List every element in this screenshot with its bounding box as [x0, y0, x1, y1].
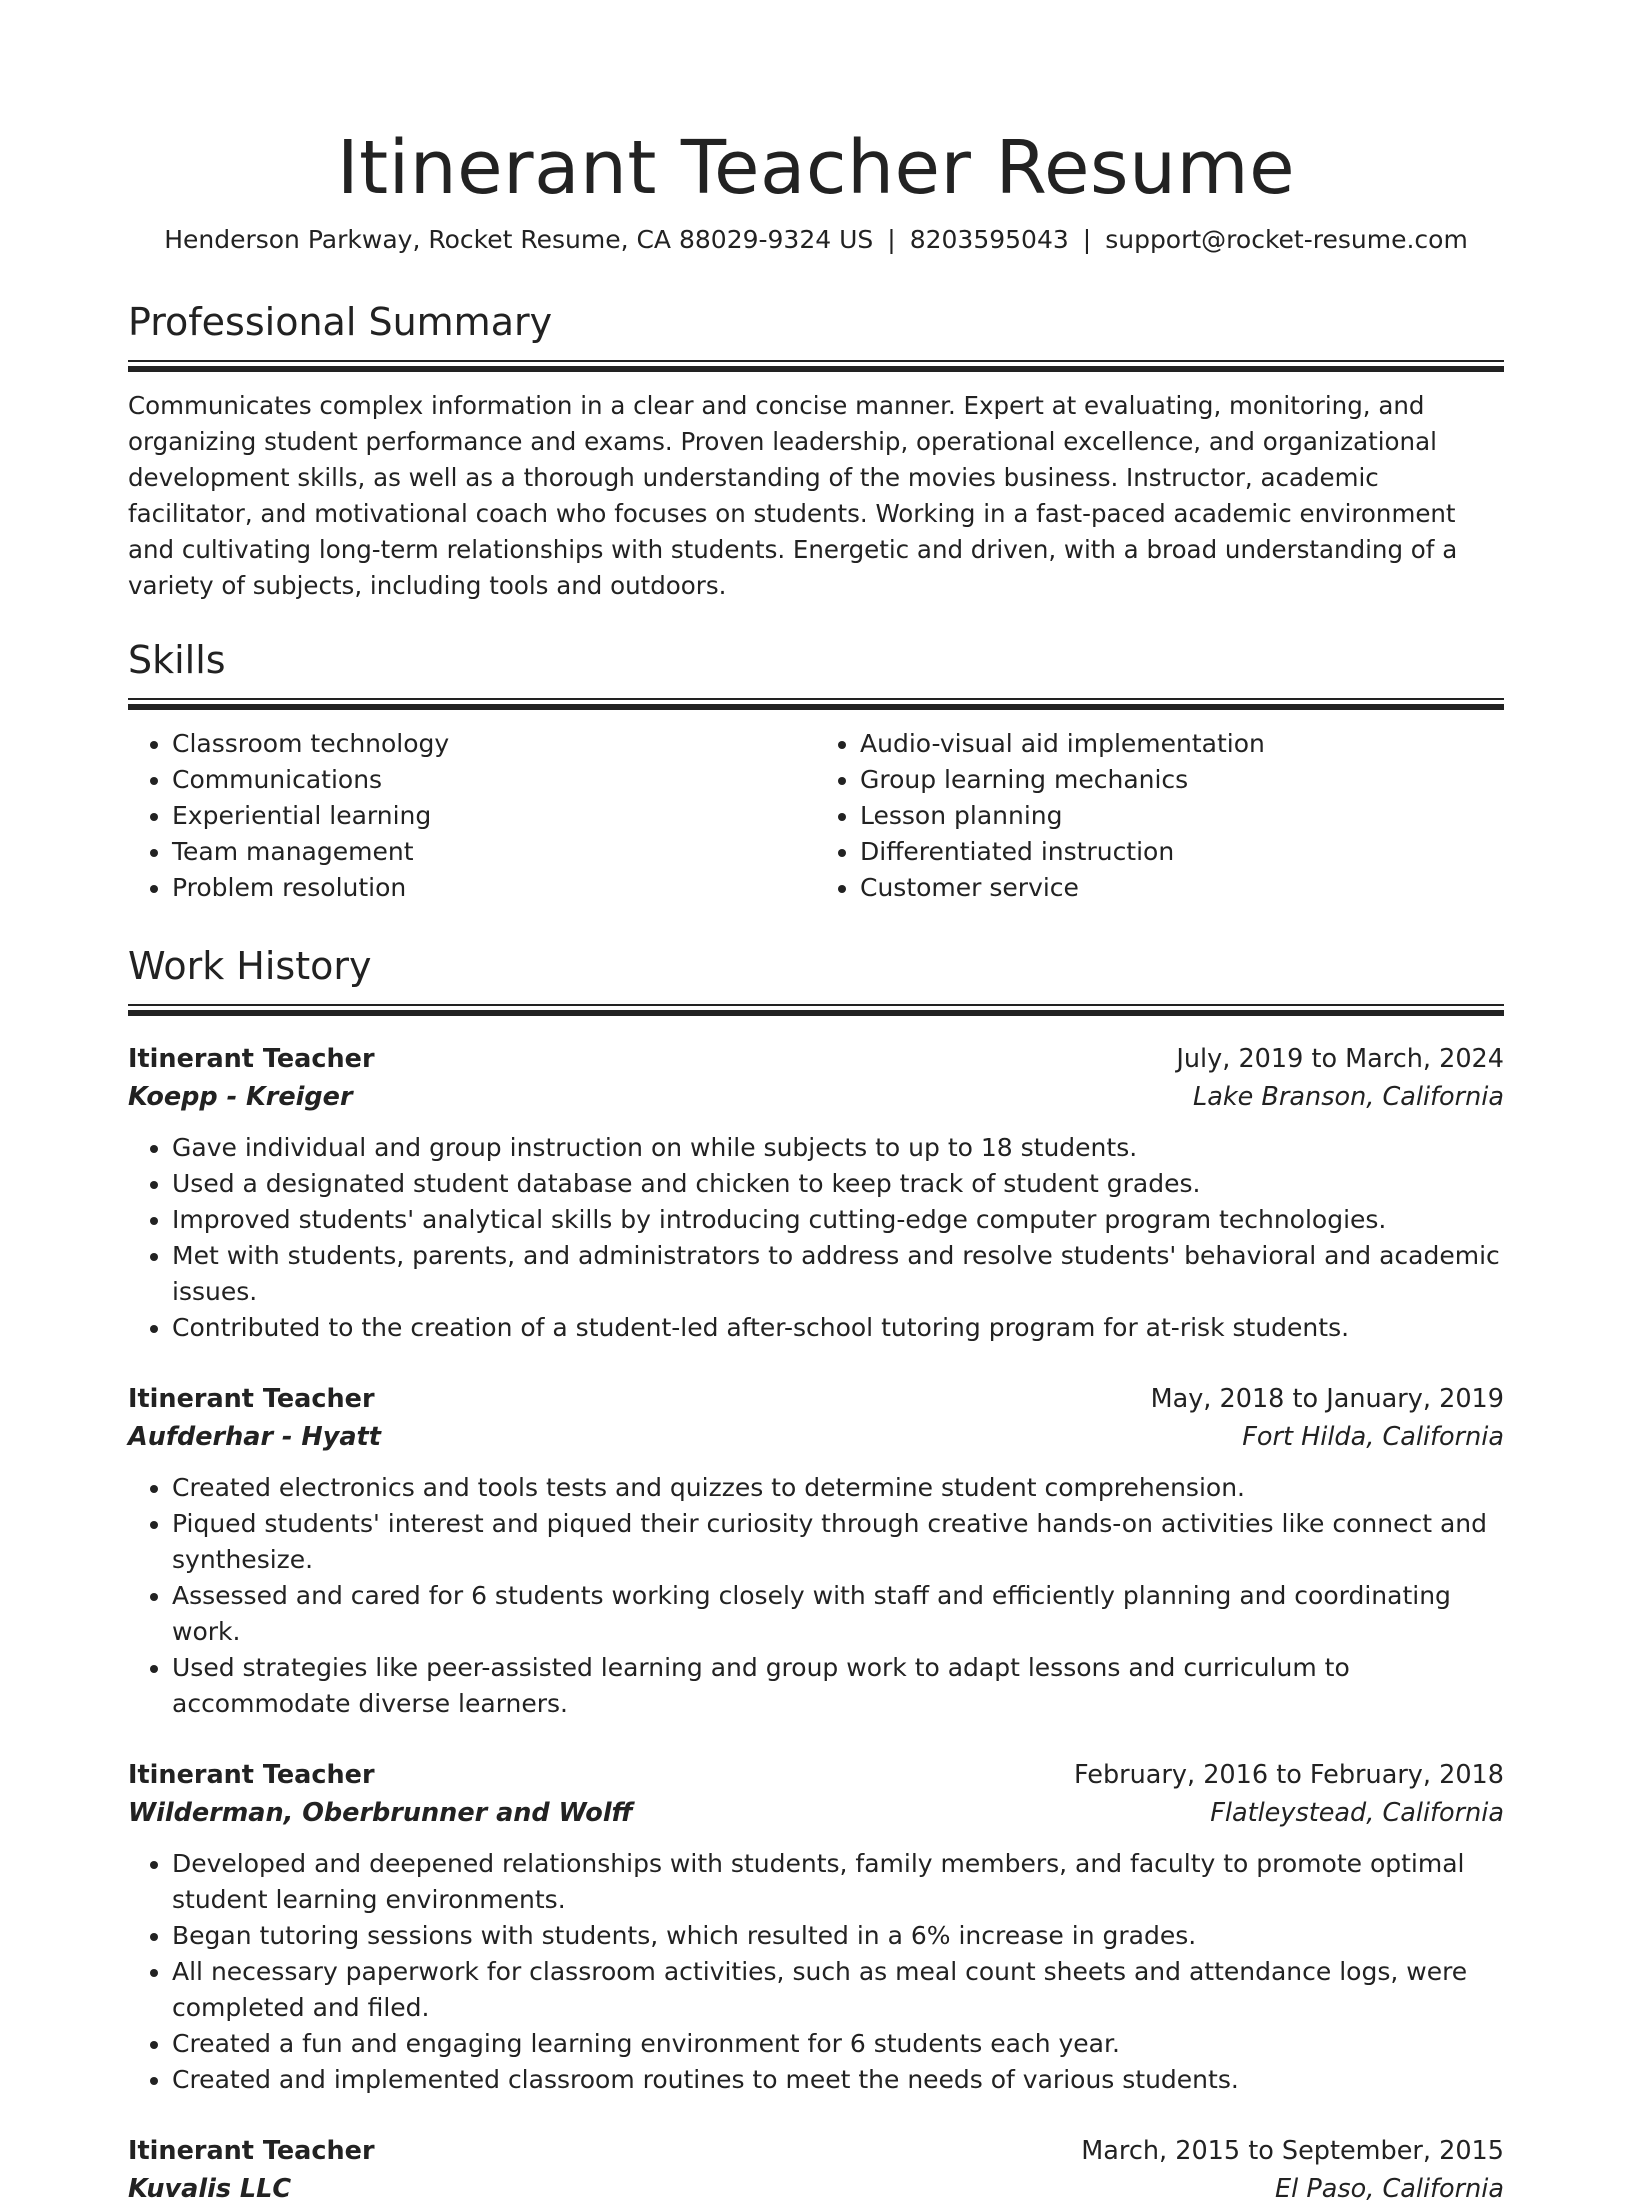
job-bullet: • Assessed and cared for 6 students working closely with staff and efficiently planning and coordinating work.	[172, 1578, 1504, 1650]
job-bullet: • Contributed to the creation of a student-led after-school tutoring program for at-risk students.	[172, 1310, 1504, 1346]
job-header-row	[128, 1040, 1504, 1078]
job-bullet: • Piqued students' interest and piqued their curiosity through creative hands-on activities like connect and synthesize.	[172, 1506, 1504, 1578]
skill-item: • Team management	[172, 834, 816, 870]
job-bullet: • Created a fun and engaging learning environment for 6 students each year.	[172, 2026, 1504, 2062]
job-dates: February, 2016 to February, 2018	[1073, 1760, 1504, 1790]
job-company: Wilderman, Oberbrunner and Wolff	[128, 1798, 633, 1828]
job-bullet: • Created and implemented classroom routines to meet the needs of various students.	[172, 2062, 1504, 2098]
job-title: Itinerant Teacher	[128, 1044, 375, 1074]
summary-text: Communicates complex information in a clear and concise manner. Expert at evaluating, monitoring, and organizing student performance and exams. Proven leadership, operational excellence, and organizational development skills, as well as a thorough understanding of the movies business. Instructor, academic facilitator, and motivational coach who focuses on students. Working in a fast-paced academic environment and cultivating long-term relationships with students. Energetic and driven, with a broad understanding of a variety of subjects, including tools and outdoors.	[128, 391, 1458, 600]
skill-item: • Lesson planning	[860, 798, 1504, 834]
job-entry	[128, 1380, 1504, 1722]
job-dates: July, 2019 to March, 2024	[1176, 1044, 1504, 1074]
section-title-work-history: Work History	[128, 944, 372, 988]
job-bullet: • Met with students, parents, and administrators to address and resolve students' behavioral and academic issues.	[172, 1238, 1504, 1310]
job-bullet: • Improved students' analytical skills by introducing cutting-edge computer program technologies.	[172, 1202, 1504, 1238]
contact-email: support@rocket-resume.com	[1105, 225, 1468, 254]
job-bullets	[128, 1130, 1504, 1346]
job-header-row	[128, 1380, 1504, 1418]
job-entry	[128, 1756, 1504, 2098]
job-title: Itinerant Teacher	[128, 1384, 375, 1414]
job-bullet: • Began tutoring sessions with students, which resulted in a 6% increase in grades.	[172, 1918, 1504, 1954]
skills-section	[128, 634, 1504, 906]
job-subheader-row	[128, 1078, 1504, 1116]
section-divider	[128, 360, 1504, 374]
skill-item: • Customer service	[860, 870, 1504, 906]
job-entry	[128, 2132, 1504, 2208]
skills-column-left	[128, 726, 816, 906]
section-divider	[128, 1004, 1504, 1018]
resume-title: Itinerant Teacher Resume	[336, 125, 1296, 211]
job-company: Koepp - Kreiger	[128, 1082, 353, 1112]
job-header-row	[128, 1756, 1504, 1794]
contact-separator: |	[887, 225, 896, 254]
professional-summary-section	[128, 296, 1504, 604]
section-title-skills: Skills	[128, 638, 226, 682]
job-bullet: • Gave individual and group instruction on while subjects to up to 18 students.	[172, 1130, 1504, 1166]
job-bullet: • Used a designated student database and chicken to keep track of student grades.	[172, 1166, 1504, 1202]
job-location: Flatleystead, California	[1210, 1798, 1504, 1828]
skill-item: • Experiential learning	[172, 798, 816, 834]
job-company: Kuvalis LLC	[128, 2174, 292, 2204]
job-dates: March, 2015 to September, 2015	[1081, 2136, 1504, 2166]
section-divider	[128, 698, 1504, 712]
job-title: Itinerant Teacher	[128, 2136, 375, 2166]
job-bullet: • Used strategies like peer-assisted learning and group work to adapt lessons and curriculum to accommodate diverse learners.	[172, 1650, 1504, 1722]
skills-column-right	[816, 726, 1504, 906]
job-company: Aufderhar - Hyatt	[128, 1422, 381, 1452]
skills-grid	[128, 726, 1504, 906]
job-entry	[128, 1040, 1504, 1346]
contact-line	[128, 222, 1504, 258]
job-title: Itinerant Teacher	[128, 1760, 375, 1790]
job-header-row	[128, 2132, 1504, 2170]
job-subheader-row	[128, 2170, 1504, 2208]
contact-address: Henderson Parkway, Rocket Resume, CA 88029-9324 US	[164, 225, 874, 254]
job-dates: May, 2018 to January, 2019	[1150, 1384, 1504, 1414]
section-title-summary: Professional Summary	[128, 300, 553, 344]
skill-item: • Differentiated instruction	[860, 834, 1504, 870]
skill-item: • Problem resolution	[172, 870, 816, 906]
job-bullets	[128, 1470, 1504, 1722]
job-location: Fort Hilda, California	[1242, 1422, 1504, 1452]
job-location: Lake Branson, California	[1193, 1082, 1504, 1112]
work-history-section	[128, 940, 1504, 2208]
job-bullet: • Created electronics and tools tests and quizzes to determine student comprehension.	[172, 1470, 1504, 1506]
skill-item: • Communications	[172, 762, 816, 798]
job-bullets	[128, 1846, 1504, 2098]
contact-phone: 8203595043	[909, 225, 1069, 254]
job-location: El Paso, California	[1275, 2174, 1504, 2204]
job-bullet: • All necessary paperwork for classroom activities, such as meal count sheets and attendance logs, were completed and filed.	[172, 1954, 1504, 2026]
job-subheader-row	[128, 1418, 1504, 1456]
job-subheader-row	[128, 1794, 1504, 1832]
contact-separator: |	[1082, 225, 1092, 254]
job-bullet: • Developed and deepened relationships with students, family members, and faculty to promote optimal student learning environments.	[172, 1846, 1504, 1918]
skill-item: • Classroom technology	[172, 726, 816, 762]
skill-item: • Audio-visual aid implementation	[860, 726, 1504, 762]
skill-item: • Group learning mechanics	[860, 762, 1504, 798]
